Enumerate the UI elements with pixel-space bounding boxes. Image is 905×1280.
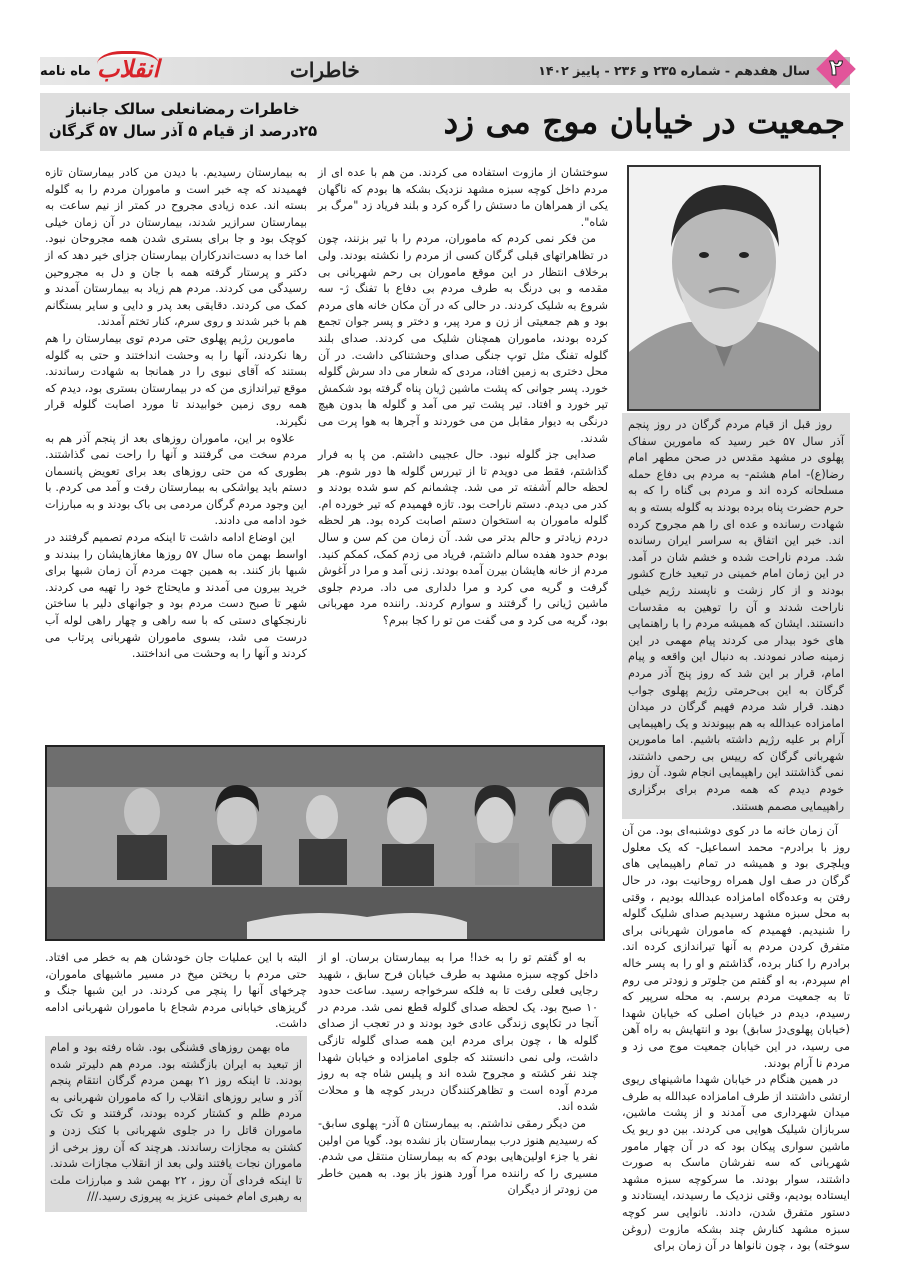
paragraph: من دیگر رمقی نداشتم. به بیمارستان ۵ آذر- پهلوی سابق- که رسیدیم هنوز درب بیمارستان باز نشده بود. گویا من اولین نفر یا جزء اولین‌هایی بودم که به بیمارستان منتقل می شدم. مسیری را که راننده مرا آورد هنوز باز بود. به همین خاطر من زودتر از دیگران [318,1116,598,1197]
paragraph: به بیمارستان رسیدیم. با دیدن من کادر بیمارستان تازه فهمیدند که چه خبر است و ماموران مردم را به گلوله بسته اند. عده زیادی مجروح در کمتر از نیم ساعت به بیمارستان سرازیر شدند، بیمارستان در آن زمان خیلی کوچک بود و جا برای بستری شدن همه مجروحان نبود. اما خدا به دست‌اندرکاران بیمارستان جزای خیر دهد که از دکتر و پرستار گرفته همه با جان و دل به مجروحین رسیدگی می کردند. مردم هم زیاد به بیمارستان آمدند و کمک می کردند. دقایقی بعد پدر و دایی و سایر بستگانم هم با خبر شدند و روی سرم، کنار تختم آمدند. [45,166,307,329]
intro-shaded-box [622,413,850,819]
paragraph: سوختشان از مازوت استفاده می کردند. من هم با عده ای از مردم داخل کوچه سبزه مشهد نزدیک بشکه ها بودم که ناگهان یکی از همراهان ما دستش را گره کرد و بلند فریاد زد "مرگ بر شاه". [318,166,608,229]
right-column-lower [622,823,850,1254]
paragraph: این اوضاع ادامه داشت تا اینکه مردم تصمیم گرفتند در اواسط بهمن ماه سال ۵۷ روزها مغازهایشان را ببندند و شبها باز کنند. به همین جهت مردم آن زمان شبها برای خرید بیرون می آمدند و مایحتاج خود را تهیه می کردند. شهر تا صبح دست مردم بود و جوانهای دلیر با ساختن نارنجکهای دستی که با سه راهی و چهار راهی لوله آب درست می شد، بسوی ماموران شهربانی پرتاب می کردند و آنها را به وحشت می انداختند. [45,531,307,661]
section-title: خاطرات [290,58,360,82]
paragraph: مامورین رژیم پهلوی حتی مردم توی بیمارستان را هم رها نکردند، آنها را به وحشت انداختند و حتی به گلوله بستند که آقای نبوی را در همانجا به شهادت رساندند. موقع تیراندازی من که در بیمارستان بستری بود، دیدم که همه روی زمین خوابیدند تا مورد اصابت گلوله قرار نگیرند. [45,331,307,428]
middle-column-bottom [318,950,598,1199]
paragraph: به او گفتم تو را به خدا! مرا به بیمارستان برسان. او از داخل کوچه سبزه مشهد به طرف خیابان فرح سابق ، شهید رجایی فعلی رفت تا به فلکه سرخواجه رسید. ساعت حدود ۱۰ صبح بود. یک لحظه صدای گلوله قطع نمی شد. مردم در آنجا در تکاپوی زندگی عادی خود بودند و در تعجب از صدای گلوله ها ، چون برای مردم این همه صدای گلوله تازگی داشت، ولی نمی دانستند که جلوی امامزاده و خیابان شهدا چند نفر کشته و مجروح شده اند و پلیس شاه چه به روز مردم آوده است و تظاهرکنندگان دربدر کوچه ها و محلات شده اند. [318,951,598,1114]
issue-info: سال هفدهم - شماره ۲۳۵ و ۲۳۶ - پاییز ۱۴۰۲ [538,63,810,78]
left-column-bottom [45,950,307,1212]
article-subtitle-line1: خاطرات رمضانعلی سالک جانباز [66,100,300,118]
mural-photo [45,745,605,941]
paragraph: صدایی جز گلوله نبود. حال عجیبی داشتم. من پا به فرار گذاشتم، فقط می دویدم تا از تیررس گلوله ها دور شوم. هر لحظه حالم آشفته تر می شد. چشمانم کم سو شده بودند و کدر می دیدم. دستم ناراحت بود. تازه فهمیدم که تیر خورده ام. گلوله ماموران به استخوان دستم اصابت کرده بود. هر لحظه دردم زیادتر و حالم بدتر می شد. آن زمان من کم سن و سال بودم حدود هفده سالم داشتم، فریاد می زدم کمک، کمکم کنید. مردم از خانه هایشان بیرن آمده بودند. زنی آمد و مرا در آغوش گرفت و گریه می کرد و مرا دلداری می داد. مردم جلوی ماشین ژیانی را گرفتند و سوارم کردند. راننده مرد مهربانی بود، گریه می کرد و می گفت من تو را کجا ببرم؟ [318,448,608,628]
portrait-photo [627,165,821,411]
paragraph: من فکر نمی کردم که ماموران، مردم را با تیر بزنند، چون در تظاهراتهای قبلی گرگان کسی از مردم را نکشته بودند. ولی برخلاف انتظار در این موقع ماموران بی رحم شهربانی بی مقدمه و بی درنگ به طرف مردم بی دفاع با تفنگ ژ- سه شروع به شلیک کردند. در حالی که در آن مکان خانه های مردم بود و هم جمعیتی از زن و مرد پیر، و دختر و پسر جوان تجمع کرده بودند، ماموران همچنان شلیک می کردند. صدای بلند گلوله تفنگ مثل توپ جنگی صدای وحشتناکی داشت. در آن محل دختری به زمین افتاد، مردی که شعار می داد سرش گلوله خورد. پسر جوانی که پشت ماشین ژیان پناه گرفته بود شکمش تیر خورد و افتاد. تیر پشت تیر می آمد و گلوله ها بدون هیچ درنگی به دیوار مقابل من می خوردند و آجرها به هوا پرت می شدند. [318,232,608,445]
intro-paragraph: روز قبل از قیام مردم گرگان در روز پنجم آذر سال ۵۷ خبر رسید که مامورین سفاک پهلوی در مشهد مقدس در صحن مطهر امام رضا(ع)- امام هشتم- به مردم بی دفاع حمله مسلحانه کرده اند و مردم بی گناه را که به حرم حضرت پناه برده بودند به گلوله بسته و به شهادت رسانده و عده ای را هم مجروح کرده اند. خبر این اتفاق به سراسر ایران رسانده شد. مردم ناراحت شده و خشم شان در آمد. در این زمان امام خمینی در تبعید خارج کشور بودند و از کار زشت و ناپسند رژیم خیلی ناراحت شدند و آن را توهین به مقدسات دانستند. ایشان که همیشه مردم را با راهنمایی های خود بیدار می کردند پیام مهمی در این زمینه صادر نمودند. به دنبال این واقعه و پیام امام، قرار بر این شد که روز پنج آذر مردم گرگان به این بی‌حرمتی رژیم پهلوی جواب دهند. قرار شد مردم فهیم گرگان در میدان امامزاده عبدالله به هم بپیوندند و یک راهپیمایی آرام بر علیه رژیم داشته باشیم. اما مامورین شهربانی گرگان که رییس بی رحمی داشتند، نمی گذاشتند این راهپیمایی انجام شود. آن روز خودم دیدم که همه مردم برای برگزاری راهپیمایی مصمم هستند. [628,418,844,813]
portrait-image-icon [629,167,819,409]
paragraph: البته با این عملیات جان خودشان هم به خطر می افتاد. حتی مردم با ریختن میخ در مسیر ماشیهای ماموران، چرخهای آنها را پنچر می کردند. در این شبها جنگ و گریزهای خیابانی مردم شجاع با ماموران شهربانی ادامه داشت. [45,951,307,1031]
publication-logo: انقلاب [97,51,159,84]
mural-image-icon [47,747,603,939]
paragraph: آن زمان خانه ما در کوی دوشنبه‌ای بود. من آن روز با برادرم- محمد اسماعیل- که یک معلول ویلچری بود و همیشه در تمام راهپیمایی های گرگان در صف اول همراه روحانیت بود، در حال رفتن به وعده‌گاه امامزاده عبدالله بودیم ، وقتی به محل سبزه مشهد رسیدیم صدای شلیک گلوله را شنیدیم. فهمیدم که ماموران شهربانی برای متفرق کردن مردم به آنها تیراندازی کرده اند. برادرم را کنار برده، گذاشتم و او را به پسر خاله ام سپردم، به او گفتم من جلوتر و زودتر می روم تا به جمعیت مردم برسم. به محله سرپیر که رسیدم، دیدم در خیابان اصلی که خیابان شهدا (خیابان پهلوی‌دژ سابق) بود و انتهایش به راه آهن می رسید، در این خیابان جمعیت موج می زد و مردم نا آرام بودند. [622,824,850,1070]
article-subtitle [48,98,318,142]
page-number: ۲ [829,56,843,81]
closing-shaded-box [45,1036,307,1212]
article-headline: جمعیت در خیابان موج می زد [443,102,845,141]
publication-label: ماه نامه [40,64,91,79]
article-subtitle-line2: ۲۵درصد از قیام ۵ آذر سال ۵۷ گرگان [48,122,318,140]
closing-paragraph: ماه بهمن روزهای قشنگی بود. شاه رفته بود و امام از تبعید به ایران بازگشته بود. مردم هم دلیرتر شده بودند. تا اینکه روز ۲۱ بهمن مردم گرگان انتقام پنجم آذر و سایر روزهای انقلاب را که ماموران شهربانی به مردم ظلم و کشتار کرده بودند، گرفتند و تک تک ماموران قاتل را در جلوی شهربانی با کتک زدن و کشتن به مجازات رساندند. هرچند که آن روز برخی از ماموران نجات یافتند ولی بعد از انقلاب مجازات شدند. تا اینکه فردای آن روز ، ۲۲ بهمن شد و مبارزات ملت به رهبری امام خمینی عزیز به پیروزی رسید./// [50,1040,302,1204]
left-column-top [45,165,307,663]
left-bottom-text [45,950,307,1033]
middle-column-top [318,165,608,630]
paragraph: علاوه بر این، ماموران روزهای بعد از پنجم آذر هم به مردم سخت می گرفتند و آنها را راحت نمی گذاشتند. بطوری که من حتی روزهای بعد برای تعویض پانسمان دستم باید یواشکی به بیمارستان رفت و آمد می کردم. با این وجود مردم گرگان مردمی بی باک بودند و به مبارزات خود ادامه می دادند. [45,431,307,528]
paragraph: در همین هنگام در خیابان شهدا ماشینهای ریوی ارتشی داشتند از طرف امامزاده عبدالله به طرف میدان شهرداری می آمدند و از پشت ماشین، سربازان شیلیک هوایی می کردند. بین دو ریو یک ماشین سواری پیکان بود که در آن چهار مامور شهربانی که سه نفرشان ماسک به صورت داشتند، سوار بودند. ما سرکوچه سبزه مشهد ایستاده بودیم، وقتی نزدیک ما رسیدند، ایستادند و دستور متفرق شدن، دادند. نانوایی سر کوچه سبزه مشهد کنارش چند بشکه مازوت (روغن سوخته) بود ، چون نانواها در آن زمان برای [622,1073,850,1253]
right-column [622,413,850,1255]
masthead [40,44,159,84]
